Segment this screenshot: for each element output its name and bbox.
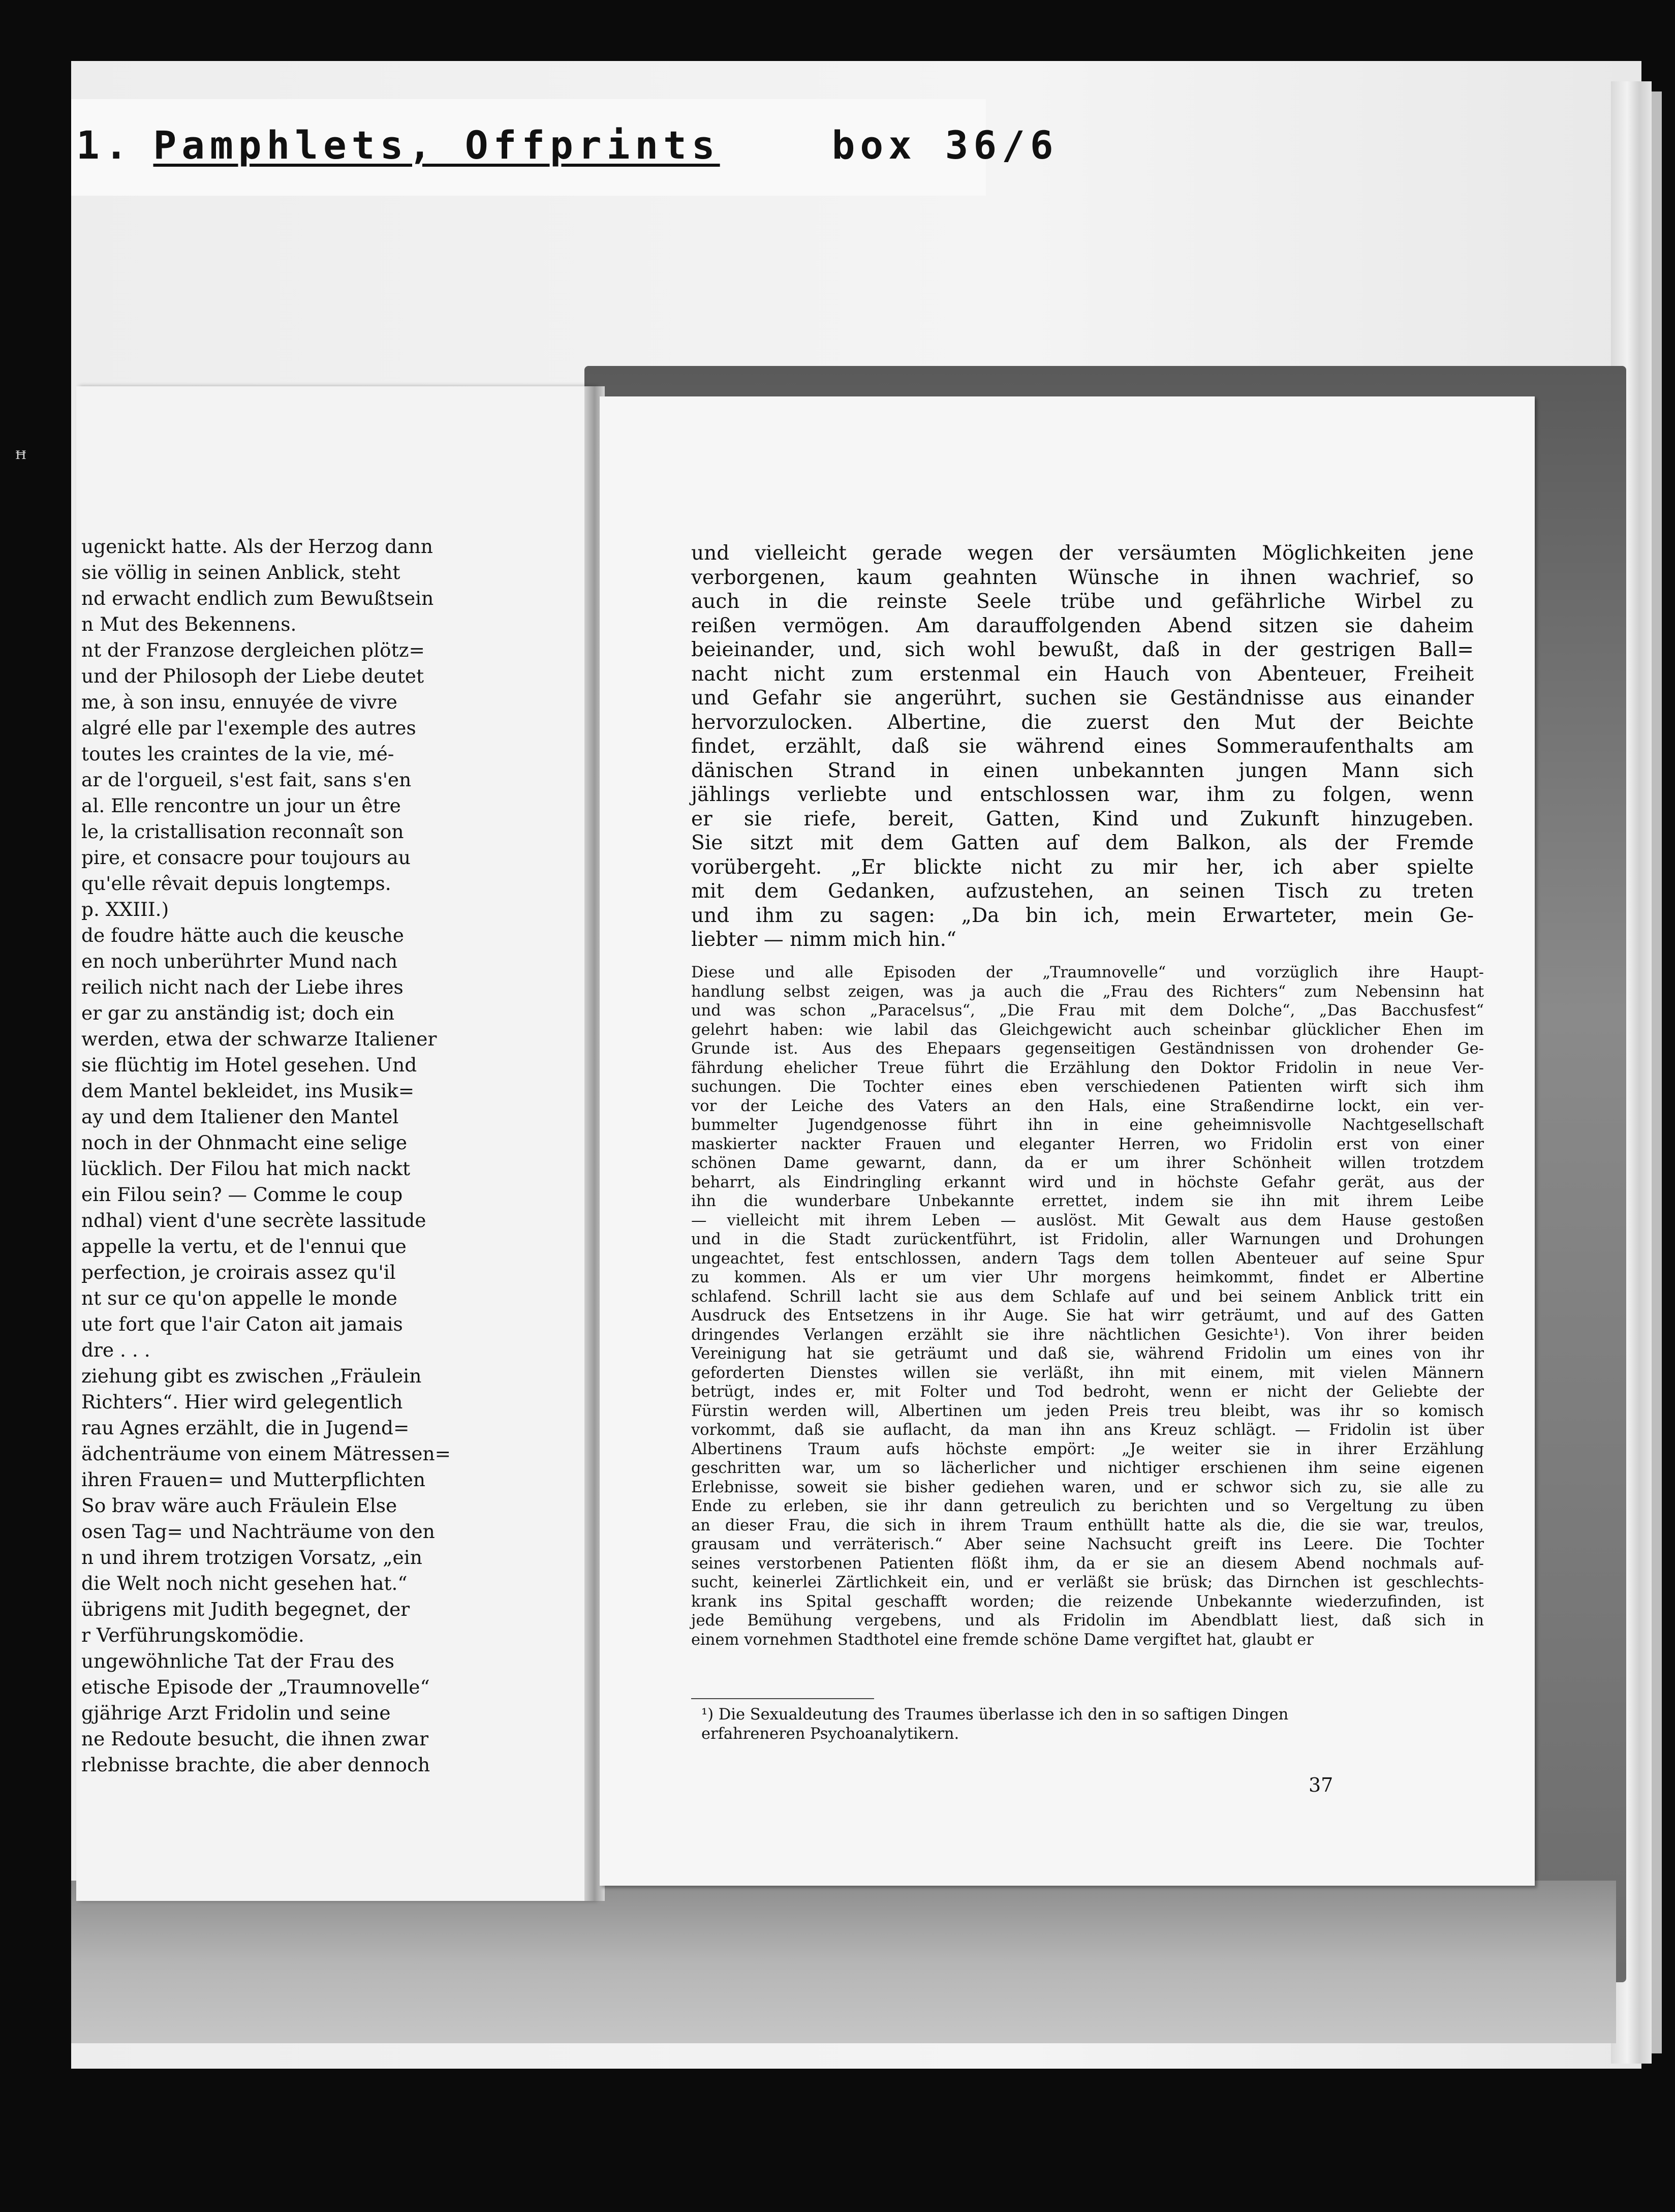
- left-page-line: p. XXIII.): [81, 898, 169, 920]
- right-page-small-line: einem vornehmen Stadthotel eine fremde schöne Dame vergiftet hat, glaubt er: [691, 1631, 1314, 1649]
- left-page-line: werden, etwa der schwarze Italiener: [81, 1028, 437, 1050]
- right-page-line: nacht nicht zum erstenmal ein Hauch von Abenteuer, Freiheit: [691, 662, 1474, 686]
- right-page-small-line: vor der Leiche des Vaters an den Hals, eine Straßendirne lockt, ein ver-: [691, 1097, 1484, 1115]
- right-page-line: verborgenen, kaum geahnten Wünsche in ihnen wachrief, so: [691, 566, 1474, 589]
- left-page-line: dem Mantel bekleidet, ins Musik=: [81, 1080, 415, 1102]
- footnote-line: ¹) Die Sexualdeutung des Traumes überlasse ich den in so saftigen Dingen: [701, 1706, 1289, 1724]
- left-page-line: ne Redoute besucht, die ihnen zwar: [81, 1728, 429, 1750]
- footnote-line: erfahreneren Psychoanalytikern.: [701, 1725, 959, 1743]
- label-series: Pamphlets, Offprints: [153, 122, 720, 168]
- right-page-small-line: suchungen. Die Tochter eines eben verschiedenen Patienten wirft sich ihm: [691, 1078, 1484, 1096]
- right-page-line: Sie sitzt mit dem Gatten auf dem Balkon, als der Fremde: [691, 832, 1474, 854]
- page-number: 37: [1309, 1774, 1333, 1796]
- right-page-small-line: Vereinigung hat sie geträumt und daß sie, während Fridolin um eines von ihr: [691, 1345, 1484, 1363]
- left-page-line: algré elle par l'exemple des autres: [81, 717, 416, 739]
- left-page-line: appelle la vertu, et de l'ennui que: [81, 1235, 407, 1257]
- right-page-small-line: maskierter nackter Frauen und eleganter Herren, wo Fridolin erst von einer: [691, 1135, 1484, 1153]
- left-page-line: nd erwacht endlich zum Bewußtsein: [81, 587, 434, 609]
- board-edge-shadow: [1652, 91, 1662, 2053]
- left-page-line: al. Elle rencontre un jour un être: [81, 794, 401, 817]
- left-page-line: r Verführungskomödie.: [81, 1624, 304, 1646]
- left-page-line: dre . . .: [81, 1339, 150, 1361]
- left-page-line: n Mut des Bekennens.: [81, 613, 297, 635]
- right-page-line: jählings verliebte und entschlossen war, ihm zu folgen, wenn: [691, 783, 1474, 806]
- right-page-line: er sie riefe, bereit, Gatten, Kind und Zukunft hinzugeben.: [691, 807, 1474, 831]
- left-page-line: ugenickt hatte. Als der Herzog dann: [81, 535, 433, 558]
- right-page-line: auch in die reinste Seele trübe und gefährliche Wirbel zu: [691, 590, 1474, 613]
- right-page-small-line: und was schon „Paracelsus“, „Die Frau mit dem Dolche“, „Das Bacchusfest“: [691, 1002, 1484, 1020]
- right-page-small-line: sucht, keinerlei Zärtlichkeit ein, und er verläßt sie brüsk; das Dirnchen ist geschlechts-: [691, 1574, 1484, 1591]
- left-page-line: rlebnisse brachte, die aber dennoch: [81, 1754, 430, 1776]
- left-page-line: ay und dem Italiener den Mantel: [81, 1105, 399, 1128]
- left-page-line: ziehung gibt es zwischen „Fräulein: [81, 1365, 422, 1387]
- right-page-small-line: betrügt, indes er, mit Folter und Tod bedroht, wenn er nicht der Geliebte der: [691, 1383, 1484, 1401]
- left-page-line: ein Filou sein? — Comme le coup: [81, 1183, 403, 1206]
- right-page-small-line: Albertinens Traum aufs höchste empört: „Je weiter sie in ihrer Erzählung: [691, 1440, 1484, 1458]
- left-page-line: lücklich. Der Filou hat mich nackt: [81, 1157, 411, 1180]
- right-page: [600, 396, 1535, 1886]
- label-box: box 36/6: [831, 122, 1059, 168]
- left-page-line: ädchenträume von einem Mätressen=: [81, 1442, 451, 1465]
- right-page-line: beieinander, und, sich wohl bewußt, daß in der gestrigen Ball=: [691, 638, 1474, 661]
- right-page-line: und ihm zu sagen: „Da bin ich, mein Erwarteter, mein Ge-: [691, 904, 1474, 927]
- right-page-line: reißen vermögen. Am darauffolgenden Abend sitzen sie daheim: [691, 614, 1474, 637]
- right-page-small-line: und in die Stadt zurückentführt, ist Fridolin, aller Warnungen und Drohungen: [691, 1231, 1484, 1248]
- left-page-line: noch in der Ohnmacht eine selige: [81, 1131, 408, 1154]
- left-page-line: n und ihrem trotzigen Vorsatz, „ein: [81, 1546, 422, 1569]
- right-page-small-line: grausam und verräterisch.“ Aber seine Nachsucht greift ins Leere. Die Tochter: [691, 1535, 1484, 1553]
- right-page-small-line: fährdung ehelicher Treue führt die Erzählung den Doktor Fridolin in neue Ver-: [691, 1059, 1484, 1077]
- footnote: [701, 1705, 1484, 1744]
- right-page-small-line: Ende zu erleben, sie ihr dann getreulich zu berichten und so Vergeltung zu üben: [691, 1497, 1484, 1515]
- right-page-small-line: gelehrt haben: wie labil das Gleichgewicht auch scheinbar glücklicher Ehen im: [691, 1021, 1484, 1039]
- right-page-small-line: schönen Dame gewarnt, dann, da er um ihrer Schönheit willen trotzdem: [691, 1154, 1484, 1172]
- label-number: 1.: [76, 122, 133, 168]
- right-page-small-line: dringendes Verlangen erzählt sie ihre nächtlichen Gesichte¹). Von ihrer beiden: [691, 1326, 1484, 1344]
- right-page-small-text: [691, 963, 1484, 1649]
- left-page-line: So brav wäre auch Fräulein Else: [81, 1494, 397, 1517]
- right-page-small-line: schlafend. Schrill lacht sie aus dem Schlafe auf und bei seinem Anblick tritt ein: [691, 1287, 1484, 1306]
- left-page-line: de foudre hätte auch die keusche: [81, 924, 404, 946]
- left-page-line: le, la cristallisation reconnaît son: [81, 820, 404, 843]
- left-page-line: sie flüchtig im Hotel gesehen. Und: [81, 1054, 417, 1076]
- right-page-main-text: [691, 541, 1474, 952]
- left-page-line: übrigens mit Judith begegnet, der: [81, 1598, 410, 1620]
- left-page-line: die Welt noch nicht gesehen hat.“: [81, 1572, 408, 1594]
- right-page-small-line: Erlebnisse, soweit sie bisher gediehen waren, und er schwor sich zu, sie alle zu: [691, 1478, 1484, 1496]
- right-page-line: hervorzulocken. Albertine, die zuerst den Mut der Beichte: [691, 711, 1474, 734]
- right-page-small-line: geforderten Dienstes willen sie verläßt, ihn mit einem, mit vielen Männern: [691, 1364, 1484, 1382]
- right-page-small-line: Ausdruck des Entsetzens in ihr Auge. Sie hat wirr geträumt, und auf des Gatten: [691, 1307, 1484, 1325]
- left-page-line: reilich nicht nach der Liebe ihres: [81, 976, 404, 998]
- right-page-small-line: Fürstin werden will, Albertinen um jeden Preis treu bleibt, was ihr so komisch: [691, 1402, 1484, 1420]
- corner-mark: ꟸ: [15, 447, 26, 471]
- left-page-line: rau Agnes erzählt, die in Jugend=: [81, 1417, 410, 1439]
- right-page-line: vorübergeht. „Er blickte nicht zu mir her, ich aber spielte: [691, 855, 1474, 879]
- right-page-line: findet, erzählt, daß sie während eines Sommeraufenthalts am: [691, 735, 1474, 758]
- right-page-line: liebter — nimm mich hin.“: [691, 928, 956, 951]
- left-page-line: gjährige Arzt Fridolin und seine: [81, 1702, 391, 1724]
- right-page-small-line: krank ins Spital geschafft worden; die reizende Unbekannte wiederzufinden, ist: [691, 1592, 1484, 1611]
- right-page-line: und vielleicht gerade wegen der versäumten Möglichkeiten jene: [691, 542, 1474, 565]
- archive-label: [76, 114, 1059, 175]
- right-page-small-line: beharrt, als Eindringling erkannt wird und in höchste Gefahr gerät, aus der: [691, 1173, 1484, 1191]
- left-page-line: etische Episode der „Traumnovelle“: [81, 1676, 430, 1698]
- right-page-small-line: Diese und alle Episoden der „Traumnovelle“ und vorzüglich ihre Haupt-: [691, 964, 1484, 981]
- right-page-small-line: handlung selbst zeigen, was ja auch die „Frau des Richters“ zum Nebensinn hat: [691, 982, 1484, 1001]
- left-page-line: en noch unberührter Mund nach: [81, 950, 398, 972]
- left-page-line: nt sur ce qu'on appelle le monde: [81, 1287, 397, 1309]
- left-page-line: qu'elle rêvait depuis longtemps.: [81, 872, 391, 895]
- right-page-small-line: jede Bemühung vergebens, und als Fridolin im Abendblatt liest, daß sich in: [691, 1612, 1484, 1630]
- left-page-line: me, à son insu, ennuyée de vivre: [81, 691, 397, 713]
- right-page-small-line: Grunde ist. Aus des Ehepaars gegenseitigen Geständnissen von drohender Ge-: [691, 1040, 1484, 1058]
- left-page-line: und der Philosoph der Liebe deutet: [81, 665, 424, 687]
- left-page-line: nt der Franzose dergleichen plötz=: [81, 639, 425, 661]
- bottom-shadow: [71, 1881, 1616, 2043]
- left-page-line: pire, et consacre pour toujours au: [81, 846, 411, 869]
- right-page-small-line: geschritten war, um so lächerlicher und nichtiger erschienen ihm seine eigenen: [691, 1459, 1484, 1477]
- left-page-line: ndhal) vient d'une secrète lassitude: [81, 1209, 426, 1232]
- right-page-small-line: ungeachtet, fest entschlossen, andern Tags dem tollen Abenteuer auf seine Spur: [691, 1249, 1484, 1268]
- left-page-line: ar de l'orgueil, s'est fait, sans s'en: [81, 769, 412, 791]
- left-page-line: Richters“. Hier wird gelegentlich: [81, 1391, 403, 1413]
- left-page-line: er gar zu anständig ist; doch ein: [81, 1002, 395, 1024]
- left-page-line: ute fort que l'air Caton ait jamais: [81, 1313, 403, 1335]
- left-page-line: perfection, je croirais assez qu'il: [81, 1261, 396, 1283]
- left-page-line: ihren Frauen= und Mutterpflichten: [81, 1468, 426, 1491]
- right-page-small-line: vorkommt, daß sie auflacht, da man ihn ans Kreuz schlägt. — Fridolin ist über: [691, 1421, 1484, 1439]
- right-page-line: dänischen Strand in einen unbekannten jungen Mann sich: [691, 759, 1474, 782]
- right-page-small-line: bummelter Jugendgenosse führt ihn in eine geheimnisvolle Nachtgesellschaft: [691, 1116, 1484, 1134]
- right-page-line: und Gefahr sie angerührt, suchen sie Geständnisse aus einander: [691, 687, 1474, 710]
- left-page-text: [81, 534, 579, 1778]
- right-page-small-line: — vielleicht mit ihrem Leben — auslöst. Mit Gewalt aus dem Hause gestoßen: [691, 1211, 1484, 1230]
- left-page-line: toutes les craintes de la vie, mé-: [81, 743, 394, 765]
- right-page-small-line: seines verstorbenen Patienten flößt ihm, da er sie an diesem Abend nochmals auf-: [691, 1554, 1484, 1573]
- left-page-line: ungewöhnliche Tat der Frau des: [81, 1650, 395, 1672]
- right-page-small-line: zu kommen. Als er um vier Uhr morgens heimkommt, findet er Albertine: [691, 1269, 1484, 1286]
- left-page-line: sie völlig in seinen Anblick, steht: [81, 561, 400, 583]
- left-page-line: osen Tag= und Nachträume von den: [81, 1520, 435, 1543]
- right-page-line: mit dem Gedanken, aufzustehen, an seinen Tisch zu treten: [691, 880, 1474, 903]
- right-page-small-line: an dieser Frau, die sich in ihrem Traum enthüllt hatte als die, die sie war, treulos,: [691, 1516, 1484, 1534]
- footnote-rule: [691, 1698, 874, 1699]
- right-page-small-line: ihn die wunderbare Unbekannte errettet, indem sie ihn mit ihrem Leibe: [691, 1192, 1484, 1210]
- left-page: [76, 386, 595, 1901]
